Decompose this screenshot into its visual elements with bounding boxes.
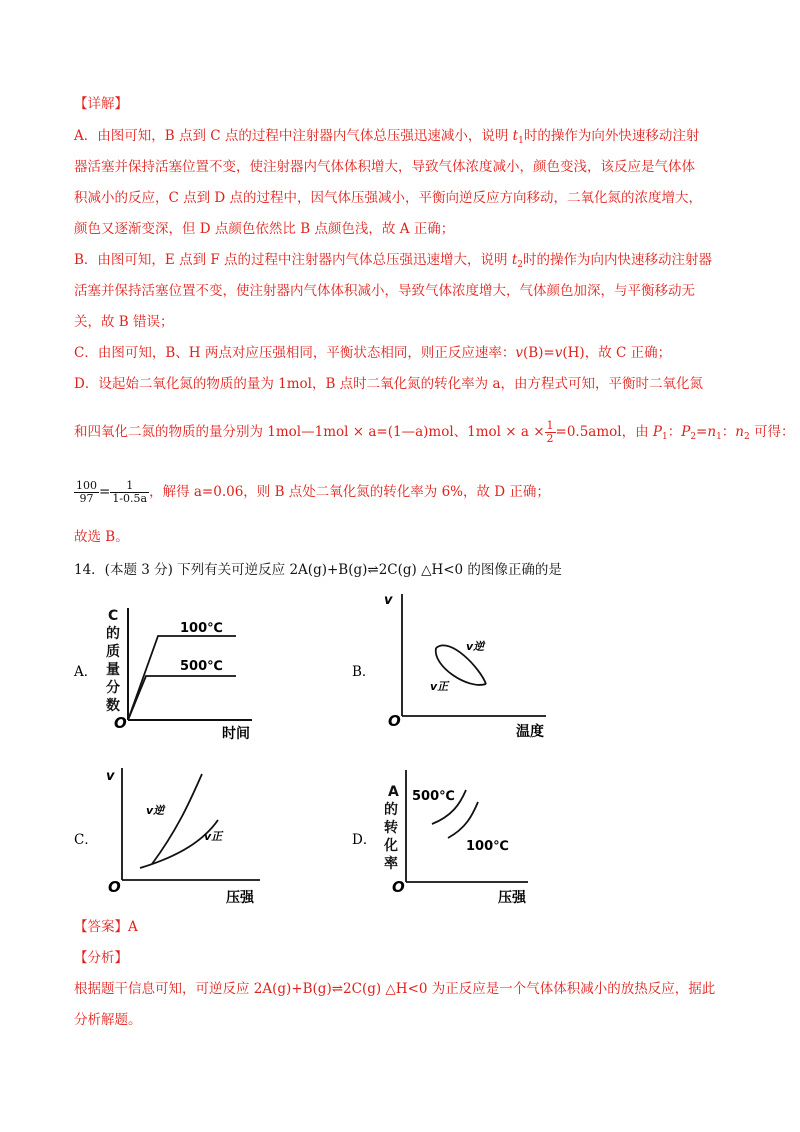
a-curve-100 <box>128 636 236 720</box>
option-d-label: D． <box>352 832 377 848</box>
option-b-graph <box>380 588 550 748</box>
a-ylabel-0: C <box>108 608 119 624</box>
d-xlabel: 压强 <box>498 890 526 906</box>
c-xlabel: 压强 <box>226 890 254 906</box>
explanation-a-line2: 器活塞并保持活塞位置不变，使注射器内气体体积增大，导致气体浓度减小，颜色变浅，该反应是气体体 <box>74 159 695 175</box>
b-xlabel: 温度 <box>516 724 544 740</box>
c-curve-fwd <box>140 820 218 868</box>
c-curve-rev <box>152 774 202 864</box>
a-origin: O <box>114 714 127 732</box>
explanation-d-line3: $\frac{100}{97}$ = $\frac{1}{1-0.5a}$ ，解得 a=0.06，则 B 点处二氧化氮的转化率为 6%，故 D 正确； <box>76 479 550 505</box>
option-a-label: A． <box>74 664 98 680</box>
d-curve-100 <box>448 802 478 838</box>
a-ylabel-3: 量 <box>106 662 120 678</box>
analysis-line2: 分析解题。 <box>74 1012 142 1028</box>
b-label-rev: v逆 <box>466 640 485 653</box>
a-ylabel-2: 质 <box>106 644 120 660</box>
d-label-500: 500℃ <box>412 789 455 804</box>
d-ylabel-1: 的 <box>384 802 398 818</box>
a-label-500: 500℃ <box>180 659 223 674</box>
analysis-heading: 【分析】 <box>74 950 128 966</box>
option-a-graph <box>100 598 260 748</box>
c-label-rev: v逆 <box>146 804 165 817</box>
b-ylabel: v <box>384 593 393 608</box>
d-ylabel-2: 转 <box>384 820 398 836</box>
analysis-line1: 根据题干信息可知，可逆反应 2A(g)+B(g)⇌2C(g) △H<0 为正反应是一个气体体积减小的放热反应，据此 <box>74 981 716 997</box>
a-label-100: 100℃ <box>180 621 223 636</box>
d-ylabel-4: 率 <box>384 856 398 872</box>
option-c-label: C． <box>74 832 98 848</box>
explanation-b-line3: 关，故 B 错误； <box>74 314 174 330</box>
c-ylabel: v <box>106 769 115 784</box>
detail-heading: 【详解】 <box>74 96 128 112</box>
conclusion: 故选 B。 <box>74 529 129 545</box>
question-14: 14．(本题 3 分) 下列有关可逆反应 2A(g)+B(g)⇌2C(g) △H<0 的图像正确的是 <box>74 562 562 578</box>
option-b-label: B． <box>352 664 376 680</box>
explanation-d-line1: D．设起始二氧化氮的物质的量为 1mol，B 点时二氧化氮的转化率为 a，由方程式可知，平衡时二氧化氮 <box>74 376 704 392</box>
d-label-100: 100℃ <box>466 839 509 854</box>
explanation-b-line2: 活塞并保持活塞位置不变，使注射器内气体体积减小，导致气体浓度增大，气体颜色加深，与平衡移动无 <box>74 283 695 299</box>
answer: 【答案】A <box>74 919 138 935</box>
d-origin: O <box>392 878 405 896</box>
explanation-d-line2: 和四氧化二氮的物质的量分别为 1mol—1mol × a=(1—a)mol、1mol × a × $\frac{1}{2}$ =0.5amol，由 $P_1$：$P_2=n_1$：$n_2$ 可得： <box>74 419 795 445</box>
a-xlabel: 时间 <box>222 726 250 742</box>
option-d-graph <box>378 760 538 910</box>
c-origin: O <box>108 878 121 896</box>
option-c-graph <box>100 760 270 910</box>
c-label-fwd: v正 <box>204 830 223 843</box>
explanation-c: C．由图可知，B、H 两点对应压强相同，平衡状态相同，则正反应速率：v(B)=v(H)，故 C 正确； <box>74 345 672 361</box>
a-ylabel-1: 的 <box>106 626 120 642</box>
a-curve-500 <box>128 676 236 720</box>
fraction-1-over-1-0.5a: $\frac{1}{1-0.5a}$ <box>112 479 148 505</box>
explanation-a-line3: 积减小的反应，C 点到 D 点的过程中，因气体压强减小，平衡向逆反应方向移动，二氧化氮的浓度增大， <box>74 190 703 206</box>
explanation-a-line1: A．由图可知，B 点到 C 点的过程中注射器内气体总压强迅速减小，说明 $t_1$时的操作为向外快速移动注射 <box>74 128 700 146</box>
explanation-b-line1: B．由图可知，E 点到 F 点的过程中注射器内气体总压强迅速增大，说明 $t_2$时的操作为向内快速移动注射器 <box>74 252 712 270</box>
fraction-100-97: $\frac{100}{97}$ <box>76 479 97 505</box>
a-ylabel-5: 数 <box>106 698 120 714</box>
b-origin: O <box>388 712 401 730</box>
d-ylabel-0: A <box>388 784 399 800</box>
b-label-fwd: v正 <box>430 680 449 693</box>
d-ylabel-3: 化 <box>384 838 398 854</box>
explanation-a-line4: 颜色又逐渐变深，但 D 点颜色依然比 B 点颜色浅，故 A 正确； <box>74 221 455 237</box>
a-ylabel-4: 分 <box>106 680 120 696</box>
half-fraction: $\frac{1}{2}$ <box>546 419 554 445</box>
